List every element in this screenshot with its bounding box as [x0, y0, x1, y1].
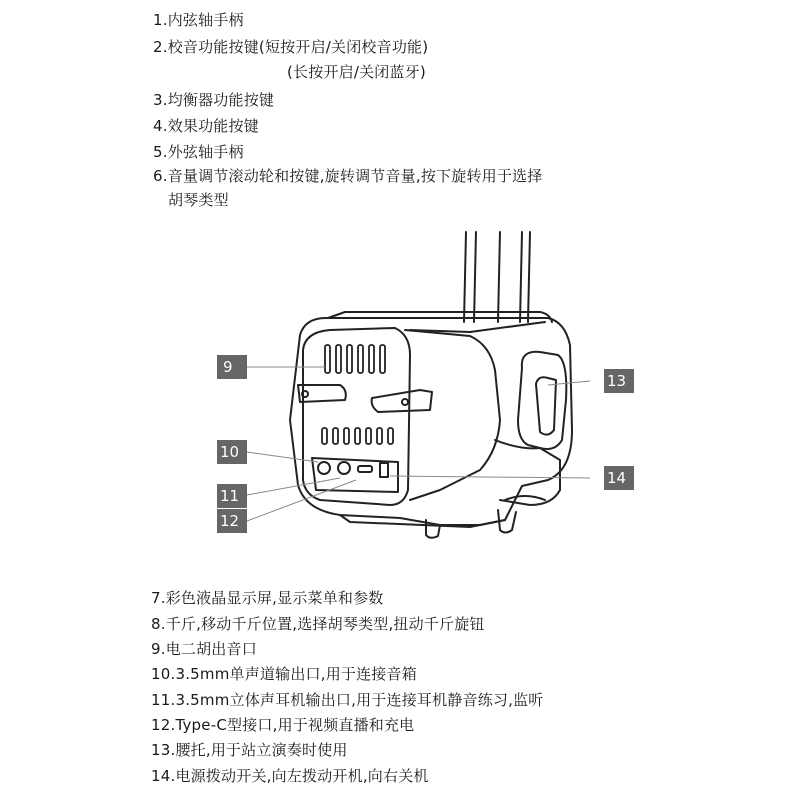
legend-item-13: 13.腰托,用于站立演奏时使用: [151, 741, 348, 759]
legend-item-4: 4.效果功能按键: [153, 117, 259, 135]
speaker-grille-top: [325, 345, 385, 373]
legend-item-2-cont: (长按开启/关闭蓝牙): [287, 63, 426, 81]
callout-11: 11: [217, 484, 247, 508]
callout-12: 12: [217, 509, 247, 533]
legend-item-2: 2.校音功能按键(短按开启/关闭校音功能): [153, 38, 429, 56]
legend-item-1: 1.内弦轴手柄: [153, 11, 244, 29]
legend-item-8: 8.千斤,移动千斤位置,选择胡琴类型,扭动千斤旋钮: [151, 615, 485, 633]
legend-item-3: 3.均衡器功能按键: [153, 91, 275, 109]
usb-c-port: [358, 466, 372, 472]
legend-item-6-cont: 胡琴类型: [168, 191, 229, 209]
rod-outer: [498, 232, 500, 322]
jack-headphone: [338, 462, 350, 474]
callout-10: 10: [217, 440, 247, 464]
front-panel: [303, 328, 410, 505]
legend-item-11: 11.3.5mm立体声耳机输出口,用于连接耳机静音练习,监听: [151, 691, 544, 709]
legend-item-14: 14.电源拨动开关,向左拨动开机,向右关机: [151, 767, 429, 785]
jack-mono: [318, 462, 330, 474]
legend-item-12: 12.Type-C型接口,用于视频直播和充电: [151, 716, 415, 734]
power-switch: [380, 463, 388, 477]
legend-item-5: 5.外弦轴手柄: [153, 143, 244, 161]
callout-9: 9: [217, 355, 247, 379]
legend-item-7: 7.彩色液晶显示屏,显示菜单和参数: [151, 589, 384, 607]
handle-left: [298, 385, 346, 402]
callout-14: 14: [604, 466, 634, 490]
rod-inner: [464, 232, 466, 322]
speaker-grille-bottom: [322, 428, 393, 444]
legend-item-9: 9.电二胡出音口: [151, 640, 257, 658]
side-panel: [405, 330, 500, 500]
legend-item-10: 10.3.5mm单声道输出口,用于连接音箱: [151, 665, 417, 683]
legend-item-6: 6.音量调节滚动轮和按键,旋转调节音量,按下旋转用于选择: [153, 167, 543, 185]
callout-13: 13: [604, 369, 634, 393]
